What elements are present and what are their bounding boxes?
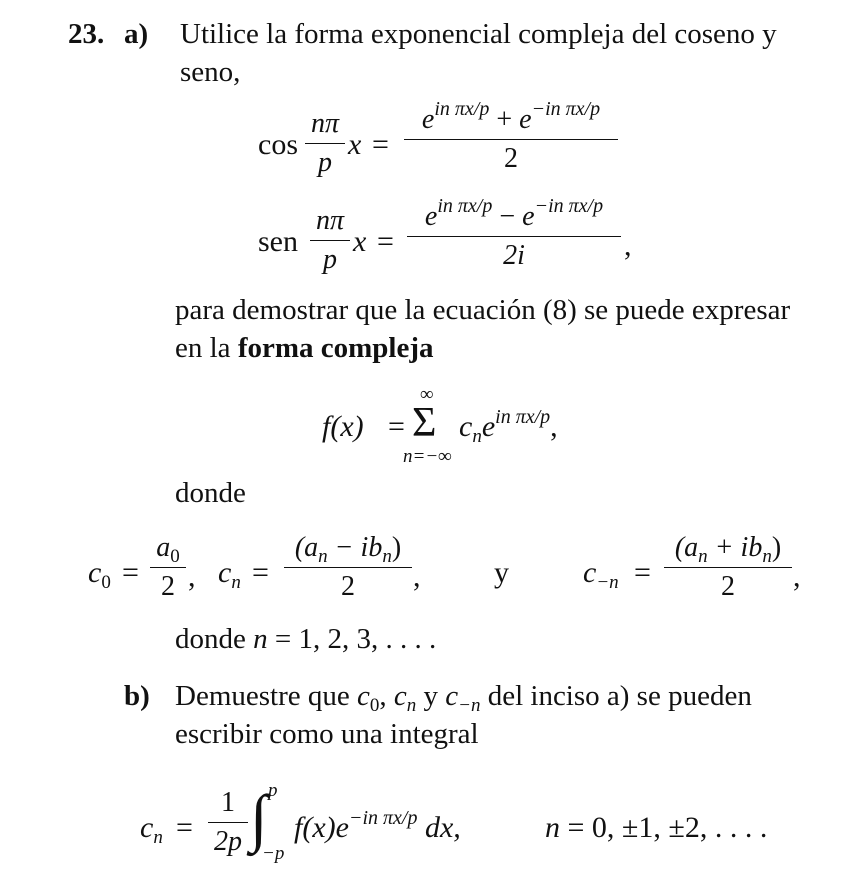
subscript-n: n <box>762 546 772 567</box>
sen-rhs-fraction <box>407 195 621 272</box>
exp-base: e <box>424 201 438 232</box>
cneg-comma: , <box>793 560 801 593</box>
a-symbol: a <box>156 532 171 563</box>
int-frac-denominator: 2p <box>214 826 242 857</box>
sen-function: sen <box>258 225 298 258</box>
para-line2-pre: en la <box>175 332 238 364</box>
a0-numerator <box>150 532 186 567</box>
sum-term <box>459 406 558 447</box>
exp-base: e <box>421 104 435 135</box>
part-b-label: b) <box>124 680 150 712</box>
sen-var-x: x <box>353 225 367 258</box>
donde-1: donde <box>175 477 246 509</box>
part-b-post: del inciso a) se pueden <box>480 680 752 712</box>
exp-base: e <box>519 104 532 135</box>
cos-frac-denominator: p <box>318 147 332 178</box>
int-lower-limit: −p <box>262 843 285 864</box>
comma: , <box>550 410 558 443</box>
sum-lower-limit: n=−∞ <box>403 446 452 467</box>
subscript-n: n <box>698 546 708 567</box>
cneg-fraction <box>664 532 792 603</box>
n-range-values: = 0, ±1, ±2, . . . . <box>560 811 768 844</box>
close-paren: ) <box>771 532 782 563</box>
exp-positive: in πx/p <box>434 98 490 120</box>
part-a-intro-line2: seno, <box>180 56 241 88</box>
sen-frac-denominator: p <box>323 244 337 275</box>
para-line2 <box>175 329 434 367</box>
part-b-line2: escribir como una integral <box>175 718 479 750</box>
int-upper-limit: p <box>268 780 278 801</box>
int-dx: dx, <box>417 811 461 844</box>
cn-lhs <box>218 556 241 593</box>
subscript-0: 0 <box>101 572 111 593</box>
cn-denominator: 2 <box>341 571 355 602</box>
sen-rhs-denominator: 2i <box>503 240 525 271</box>
c-symbol: c <box>393 680 407 712</box>
n-range <box>545 811 767 845</box>
n-range-var: n <box>545 811 560 844</box>
part-a-label: a) <box>124 18 149 50</box>
cos-function: cos <box>258 128 298 161</box>
c-symbol: c <box>459 410 473 443</box>
part-b-y: y <box>416 680 446 712</box>
a0-over-2-fraction <box>150 532 186 603</box>
fraction-bar <box>664 567 792 568</box>
cn-numerator <box>284 532 412 567</box>
para-line2-bold: forma compleja <box>237 332 434 364</box>
fraction-bar <box>404 139 618 140</box>
c-symbol: c <box>88 556 102 589</box>
subscript-neg-n: −n <box>596 572 619 593</box>
exp-base: e <box>481 410 496 443</box>
part-b-line1 <box>175 677 752 715</box>
fx-equals: = <box>388 410 405 443</box>
sen-equals: = <box>377 225 394 258</box>
sen-trailing-comma: , <box>624 229 632 262</box>
int-equals: = <box>176 811 193 844</box>
int-exponent: −in πx/p <box>348 807 418 829</box>
sen-frac-numerator: nπ <box>315 205 345 236</box>
one-over-2p-fraction <box>208 787 248 858</box>
problem-number: 23. <box>68 18 105 50</box>
y-connector: y <box>494 556 509 589</box>
subscript-n: n <box>318 546 328 567</box>
cos-rhs-fraction <box>404 98 618 175</box>
close-paren: ) <box>391 532 402 563</box>
integral-sign: ∫ <box>250 782 268 853</box>
fraction-bar <box>150 567 186 568</box>
subscript-n: n <box>382 546 392 567</box>
donde-2 <box>175 620 436 658</box>
exp-positive: in πx/p <box>437 195 493 217</box>
cn-comma: , <box>413 560 421 593</box>
a-open: (a <box>294 532 319 563</box>
donde-2-post: = 1, 2, 3, . . . . <box>267 623 437 655</box>
cos-rhs-denominator: 2 <box>504 143 518 174</box>
minus-sign: − <box>499 201 516 232</box>
subscript-0: 0 <box>170 546 180 567</box>
cn-fraction <box>284 532 412 603</box>
cneg-denominator: 2 <box>721 571 735 602</box>
c-symbol: c <box>583 556 597 589</box>
a0-denominator: 2 <box>161 571 175 602</box>
part-b-pre: Demuestre que <box>175 680 357 712</box>
sigma-symbol: Σ <box>412 400 437 446</box>
cneg-equals: = <box>634 556 651 589</box>
fx-lhs: f(x) <box>322 410 364 443</box>
sen-npi-over-p-fraction <box>310 205 350 276</box>
c-symbol: c <box>218 556 232 589</box>
a-open: (a <box>674 532 699 563</box>
subscript-0: 0 <box>369 695 380 716</box>
donde-2-var: n <box>253 623 268 655</box>
fraction-bar <box>310 240 350 241</box>
cos-equals: = <box>372 128 389 161</box>
plus-ib: + ib <box>707 532 763 563</box>
sum-upper-limit: ∞ <box>420 384 434 405</box>
sen-rhs-numerator <box>407 195 621 233</box>
int-body <box>294 807 461 845</box>
c-symbol: c <box>140 811 154 844</box>
c-symbol: c <box>357 680 370 712</box>
plus-sign: + <box>496 104 513 135</box>
exp-base: e <box>522 201 535 232</box>
subscript-n: n <box>406 695 417 716</box>
minus-ib: − ib <box>327 532 383 563</box>
cneg-lhs <box>583 556 619 593</box>
c0-equals: = <box>122 556 139 589</box>
exp-negative: −in πx/p <box>531 98 601 120</box>
int-lhs <box>140 811 163 848</box>
c-symbol: c <box>445 680 459 712</box>
subscript-n: n <box>153 827 163 848</box>
donde-2-pre: donde <box>175 623 254 655</box>
fraction-bar <box>407 236 621 237</box>
subscript-neg-n: −n <box>458 695 481 716</box>
part-a-intro-line1: Utilice la forma exponencial compleja del coseno y <box>180 18 777 50</box>
cos-var-x: x <box>348 128 362 161</box>
subscript-n: n <box>231 572 241 593</box>
sum-exponent: in πx/p <box>495 406 551 428</box>
fraction-bar <box>208 822 248 823</box>
para-line1: para demostrar que la ecuación (8) se puede expresar <box>175 294 791 326</box>
cneg-numerator <box>664 532 792 567</box>
part-b-comma: , <box>379 680 394 712</box>
exp-negative: −in πx/p <box>534 195 604 217</box>
int-integrand: f(x)e <box>294 811 349 844</box>
cn-equals: = <box>252 556 269 589</box>
fraction-bar <box>284 567 412 568</box>
c0-comma: , <box>188 560 196 593</box>
c0-lhs <box>88 556 111 593</box>
cos-rhs-numerator <box>404 98 618 136</box>
cos-frac-numerator: nπ <box>310 108 340 139</box>
int-frac-numerator: 1 <box>221 787 235 818</box>
fraction-bar <box>305 143 345 144</box>
subscript-n: n <box>472 426 482 447</box>
cos-npi-over-p-fraction <box>305 108 345 179</box>
